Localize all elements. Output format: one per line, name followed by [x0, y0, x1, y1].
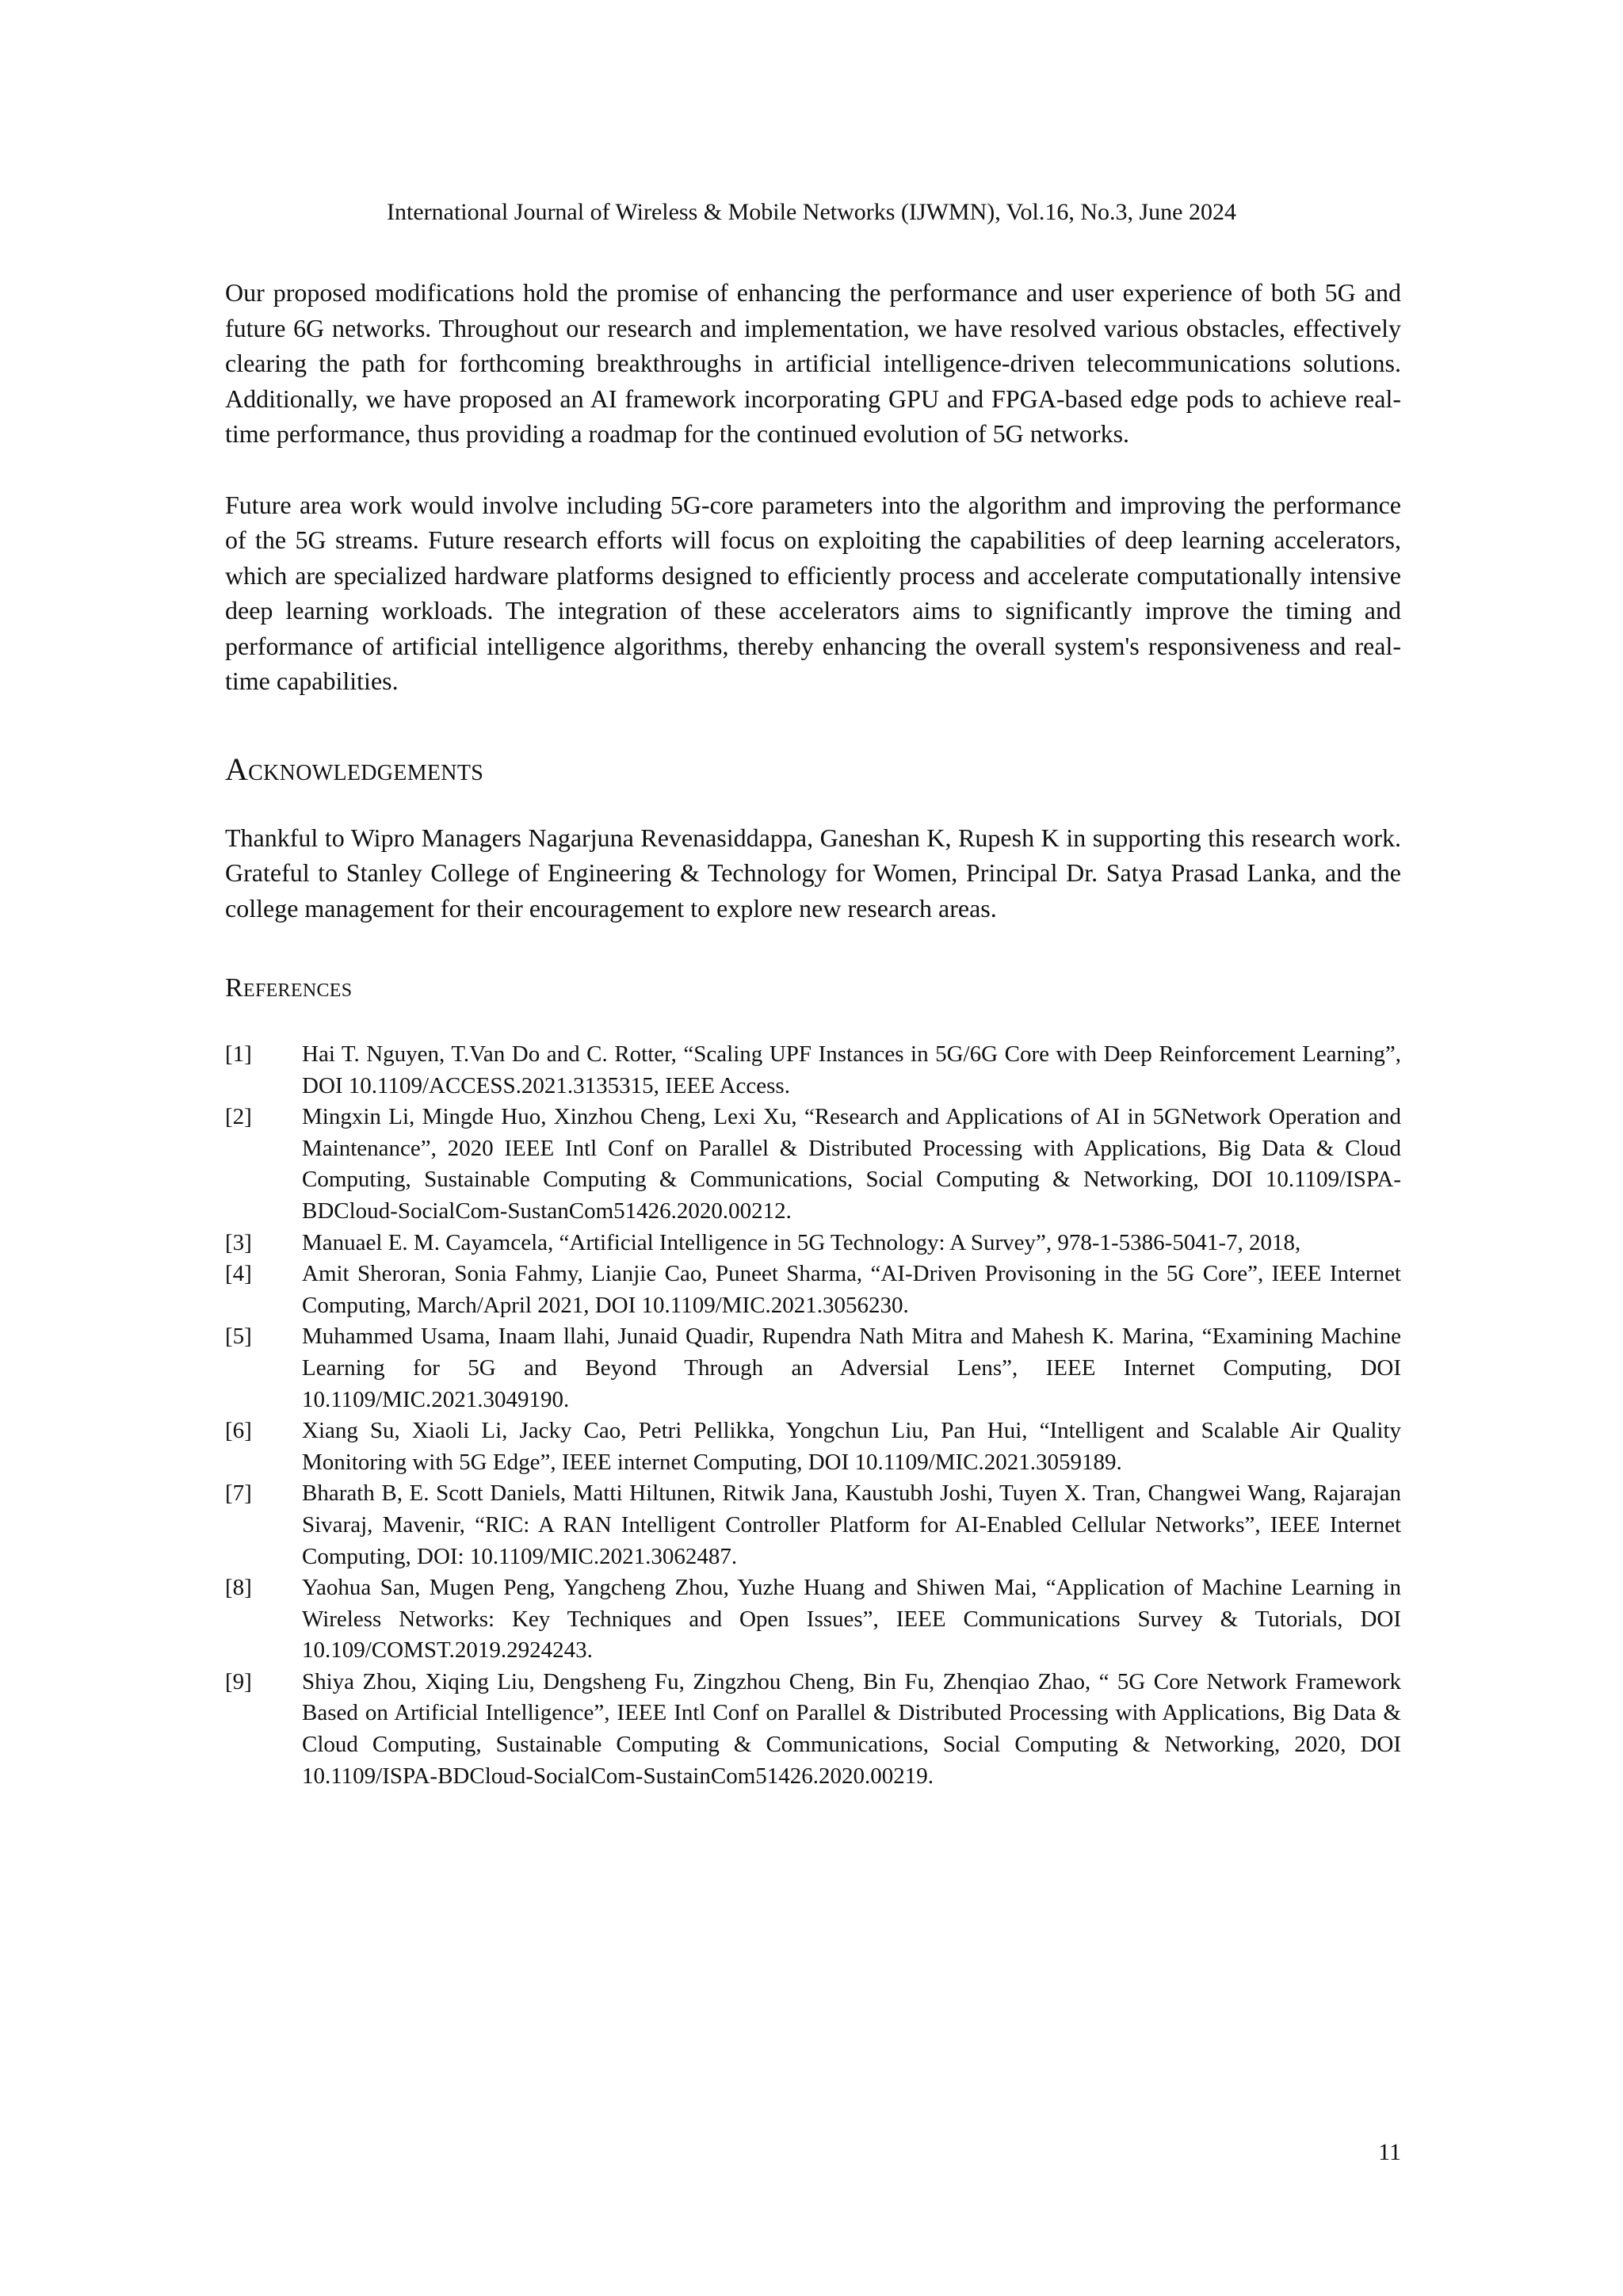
reference-number: [1] [225, 1041, 252, 1067]
reference-number: [4] [225, 1261, 252, 1287]
reference-item [225, 1102, 1401, 1227]
body-paragraph-1: Our proposed modifications hold the promise of enhancing the performance and user experience of both 5G and future 6G networks. Throughout our research and implementation, we have resolved various obstacles, effectively clearing the path for forthcoming breakthroughs in artificial intelligence-driven telecommunications solutions. Additionally, we have proposed an AI framework incorporating GPU and FPGA-based edge pods to achieve real-time performance, thus providing a roadmap for the continued evolution of 5G networks. [225, 278, 1401, 448]
reference-number: [8] [225, 1575, 252, 1601]
body-paragraph-2: Future area work would involve including 5G-core parameters into the algorithm and improving the performance of the 5G streams. Future research efforts will focus on exploiting the capabilities of deep learning accelerators, which are specialized hardware platforms designed to efficiently process and accelerate computationally intensive deep learning workloads. The integration of these accelerators aims to significantly improve the timing and performance of artificial intelligence algorithms, thereby enhancing the overall system's responsiveness and real-time capabilities. [225, 490, 1401, 695]
reference-text: Muhammed Usama, Inaam llahi, Junaid Quadir, Rupendra Nath Mitra and Mahesh K. Marina, “Examining Machine Learning for 5G and Beyond Through an Adversial Lens”, IEEE Internet Computing, DOI 10.1109/MIC.2021.3049190. [302, 1324, 1401, 1412]
reference-number: [6] [225, 1418, 252, 1444]
reference-number: [7] [225, 1480, 252, 1507]
page-content [225, 275, 1401, 1792]
reference-number: [9] [225, 1668, 252, 1694]
reference-number: [5] [225, 1324, 252, 1350]
reference-text: Manuael E. M. Cayamcela, “Artificial Intelligence in 5G Technology: A Survey”, 978-1-5386-5041-7, 2018, [302, 1229, 1301, 1255]
reference-item [225, 1415, 1401, 1478]
reference-item [225, 1572, 1401, 1667]
reference-text: Xiang Su, Xiaoli Li, Jacky Cao, Petri Pellikka, Yongchun Liu, Pan Hui, “Intelligent and Scalable Air Quality Monitoring with 5G Edge”, IEEE internet Computing, DOI 10.1109/MIC.2021.3059189. [302, 1418, 1401, 1475]
acknowledgements-text: Thankful to Wipro Managers Nagarjuna Revenasiddappa, Ganeshan K, Rupesh K in supporting this research work. Grateful to Stanley College of Engineering & Technology for Women, Principal Dr. Satya Prasad Lanka, and the college management for their encouragement to explore new research areas. [225, 823, 1401, 923]
reference-item [225, 1321, 1401, 1415]
reference-number: [3] [225, 1229, 252, 1255]
reference-number: [2] [225, 1104, 252, 1130]
reference-item [225, 1667, 1401, 1792]
reference-text: Bharath B, E. Scott Daniels, Matti Hiltunen, Ritwik Jana, Kaustubh Joshi, Tuyen X. Tran, Changwei Wang, Rajarajan Sivaraj, Mavenir, “RIC: A RAN Intelligent Controller Platform for AI-Enabled Cellular Networks”, IEEE Internet Computing, DOI: 10.1109/MIC.2021.3062487. [302, 1480, 1401, 1569]
running-header: International Journal of Wireless & Mobile Networks (IJWMN), Vol.16, No.3, June 2024 [387, 199, 1236, 225]
reference-text: Hai T. Nguyen, T.Van Do and C. Rotter, “Scaling UPF Instances in 5G/6G Core with Deep Reinforcement Learning”, DOI 10.1109/ACCESS.2021.3135315, IEEE Access. [302, 1041, 1401, 1098]
reference-item [225, 1228, 1401, 1259]
page-number: 11 [1378, 2139, 1401, 2165]
reference-list [225, 1039, 1401, 1792]
acknowledgements-heading: Acknowledgements [225, 751, 484, 787]
references-heading: References [225, 973, 353, 1003]
reference-text: Amit Sheroran, Sonia Fahmy, Lianjie Cao, Puneet Sharma, “AI-Driven Provisoning in the 5G Core”, IEEE Internet Computing, March/April 2021, DOI 10.1109/MIC.2021.3056230. [302, 1261, 1401, 1318]
reference-text: Yaohua San, Mugen Peng, Yangcheng Zhou, Yuzhe Huang and Shiwen Mai, “Application of Machine Learning in Wireless Networks: Key Techniques and Open Issues”, IEEE Communications Survey & Tutorials, DOI 10.109/COMST.2019.2924243. [302, 1575, 1401, 1664]
reference-item [225, 1478, 1401, 1572]
reference-text: Mingxin Li, Mingde Huo, Xinzhou Cheng, Lexi Xu, “Research and Applications of AI in 5GNetwork Operation and Maintenance”, 2020 IEEE Intl Conf on Parallel & Distributed Processing with Applications, Big Data & Cloud Computing, Sustainable Computing & Communications, Social Computing & Networking, DOI 10.1109/ISPA-BDCloud-SocialCom-SustanCom51426.2020.00212. [302, 1104, 1401, 1224]
reference-item [225, 1259, 1401, 1321]
reference-item [225, 1039, 1401, 1102]
reference-text: Shiya Zhou, Xiqing Liu, Dengsheng Fu, Zingzhou Cheng, Bin Fu, Zhenqiao Zhao, “ 5G Core Network Framework Based on Artificial Intelligence”, IEEE Intl Conf on Parallel & Distributed Processing with Applications, Big Data & Cloud Computing, Sustainable Computing & Communications, Social Computing & Networking, 2020, DOI 10.1109/ISPA-BDCloud-SocialCom-SustainCom51426.2020.00219. [302, 1668, 1401, 1789]
